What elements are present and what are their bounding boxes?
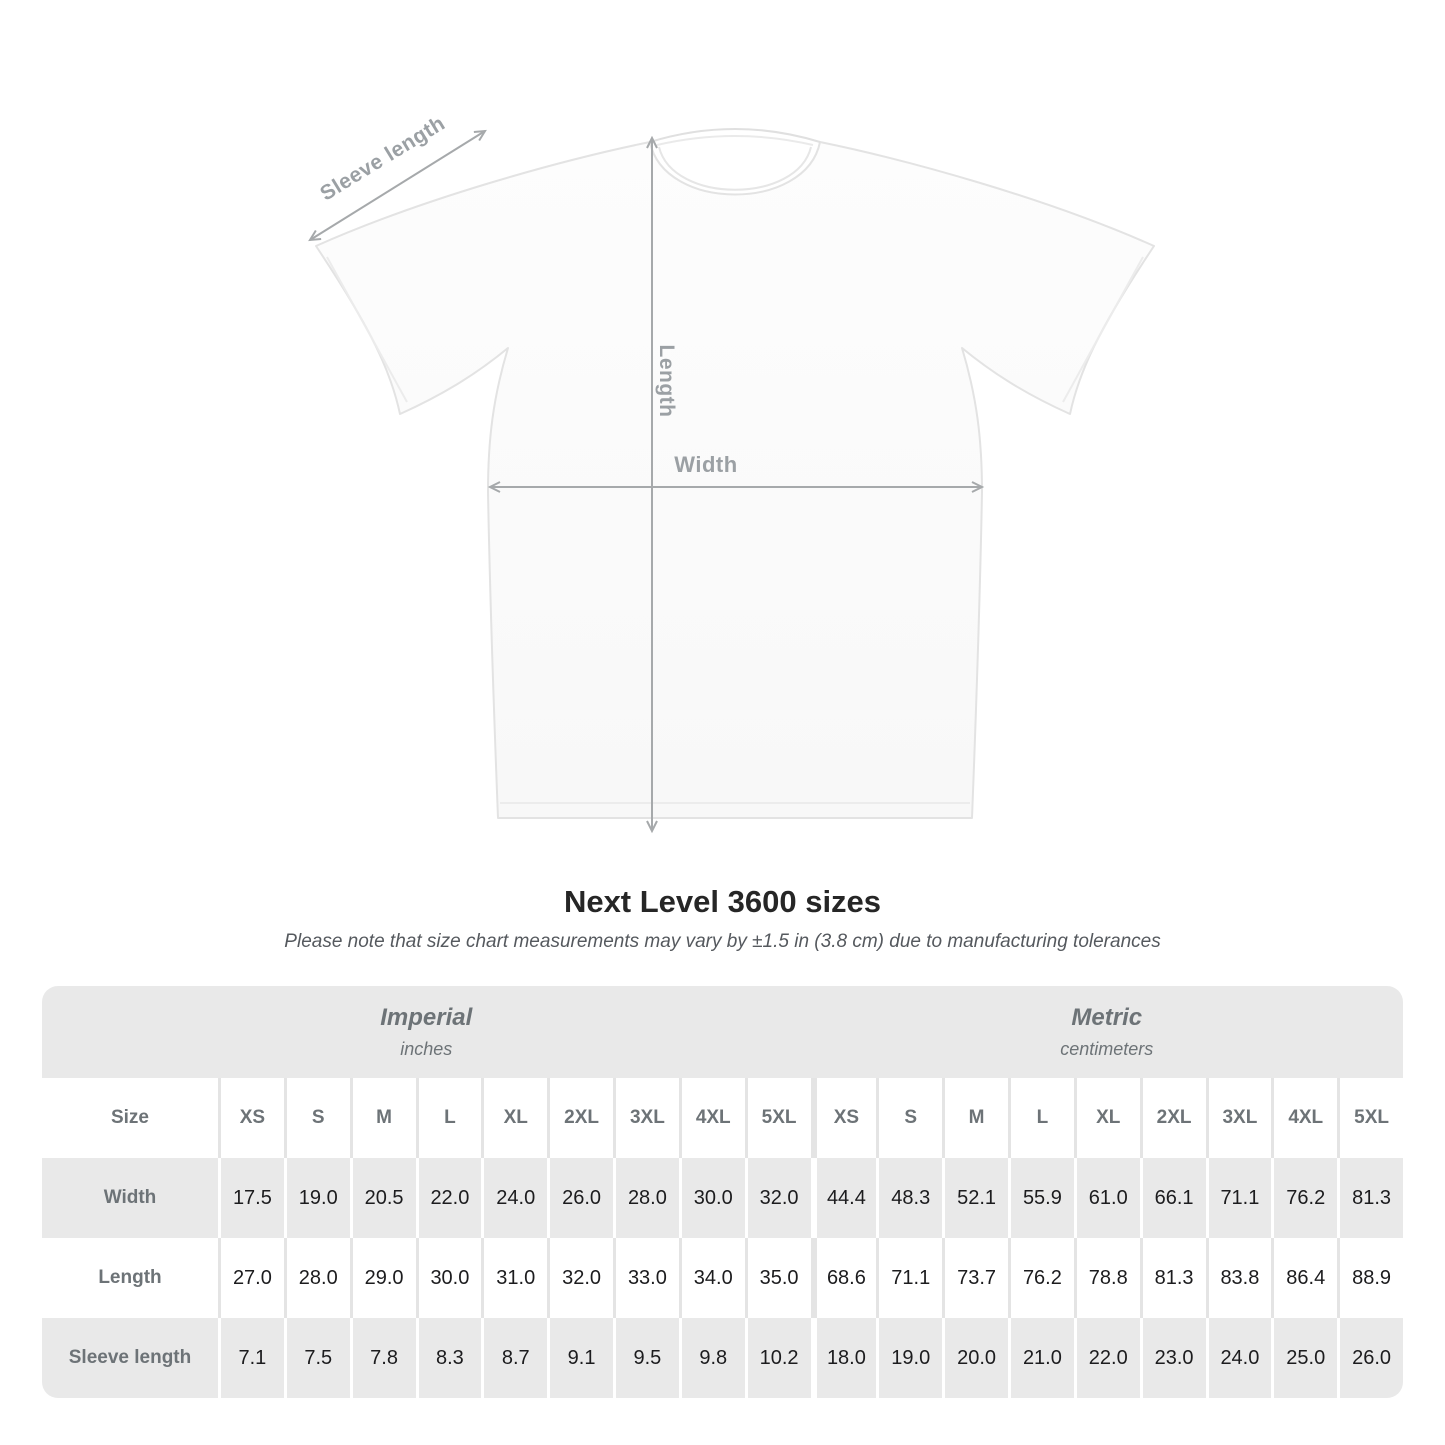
heading xyxy=(0,884,1445,953)
metric-group-header xyxy=(811,986,1404,1078)
size-header-imperial-4xl: 4XL xyxy=(679,1078,745,1158)
imperial-width-2xl: 26.0 xyxy=(547,1158,613,1238)
imperial-sleeve-length-xs: 7.1 xyxy=(218,1318,284,1398)
metric-width-m: 52.1 xyxy=(942,1158,1008,1238)
imperial-width-5xl: 32.0 xyxy=(745,1158,811,1238)
size-header-metric-2xl: 2XL xyxy=(1140,1078,1206,1158)
size-header-metric-xs: XS xyxy=(811,1078,877,1158)
metric-sleeve-length-4xl: 25.0 xyxy=(1271,1318,1337,1398)
imperial-sleeve-length-4xl: 9.8 xyxy=(679,1318,745,1398)
imperial-length-xs: 27.0 xyxy=(218,1238,284,1318)
imperial-length-4xl: 34.0 xyxy=(679,1238,745,1318)
metric-length-2xl: 81.3 xyxy=(1140,1238,1206,1318)
page-title: Next Level 3600 sizes xyxy=(563,884,882,919)
imperial-sleeve-length-xl: 8.7 xyxy=(481,1318,547,1398)
size-header-imperial-xl: XL xyxy=(481,1078,547,1158)
metric-length-xs: 68.6 xyxy=(811,1238,877,1318)
imperial-length-l: 30.0 xyxy=(416,1238,482,1318)
size-header-metric-l: L xyxy=(1008,1078,1074,1158)
imperial-length-2xl: 32.0 xyxy=(547,1238,613,1318)
metric-length-m: 73.7 xyxy=(942,1238,1008,1318)
imperial-unit: inches xyxy=(400,1039,453,1059)
sleeve-length-label: Sleeve length xyxy=(316,111,450,206)
imperial-width-l: 22.0 xyxy=(416,1158,482,1238)
metric-width-l: 55.9 xyxy=(1008,1158,1074,1238)
length-label: Length xyxy=(655,344,678,418)
imperial-length-5xl: 35.0 xyxy=(745,1238,811,1318)
metric-sleeve-length-m: 20.0 xyxy=(942,1318,1008,1398)
metric-sleeve-length-l: 21.0 xyxy=(1008,1318,1074,1398)
size-header-imperial-l: L xyxy=(416,1078,482,1158)
size-header-imperial-m: M xyxy=(350,1078,416,1158)
metric-sleeve-length-2xl: 23.0 xyxy=(1140,1318,1206,1398)
size-header-metric-s: S xyxy=(876,1078,942,1158)
imperial-sleeve-length-s: 7.5 xyxy=(284,1318,350,1398)
size-table xyxy=(42,986,1403,1398)
size-header-metric-4xl: 4XL xyxy=(1271,1078,1337,1158)
metric-width-3xl: 71.1 xyxy=(1206,1158,1272,1238)
size-header-metric-3xl: 3XL xyxy=(1206,1078,1272,1158)
metric-width-4xl: 76.2 xyxy=(1271,1158,1337,1238)
metric-length-3xl: 83.8 xyxy=(1206,1238,1272,1318)
metric-length-s: 71.1 xyxy=(876,1238,942,1318)
imperial-width-3xl: 28.0 xyxy=(613,1158,679,1238)
imperial-length-m: 29.0 xyxy=(350,1238,416,1318)
tolerance-note: Please note that size chart measurements may vary by ±1.5 in (3.8 cm) due to manufacturing tolerances xyxy=(284,931,1161,952)
imperial-sleeve-length-m: 7.8 xyxy=(350,1318,416,1398)
metric-width-xs: 44.4 xyxy=(811,1158,877,1238)
size-header-imperial-s: S xyxy=(284,1078,350,1158)
imperial-length-s: 28.0 xyxy=(284,1238,350,1318)
metric-sleeve-length-xs: 18.0 xyxy=(811,1318,877,1398)
imperial-sleeve-length-3xl: 9.5 xyxy=(613,1318,679,1398)
size-header-metric-5xl: 5XL xyxy=(1337,1078,1403,1158)
metric-width-s: 48.3 xyxy=(876,1158,942,1238)
imperial-sleeve-length-2xl: 9.1 xyxy=(547,1318,613,1398)
size-header-metric-xl: XL xyxy=(1074,1078,1140,1158)
metric-length-5xl: 88.9 xyxy=(1337,1238,1403,1318)
metric-unit: centimeters xyxy=(1060,1039,1154,1059)
metric-length-4xl: 86.4 xyxy=(1271,1238,1337,1318)
metric-sleeve-length-5xl: 26.0 xyxy=(1337,1318,1403,1398)
width-row-label: Width xyxy=(42,1158,218,1238)
metric-length-xl: 78.8 xyxy=(1074,1238,1140,1318)
sleeve-length-row-label: Sleeve length xyxy=(42,1318,218,1398)
length-row-label: Length xyxy=(42,1238,218,1318)
metric-width-2xl: 66.1 xyxy=(1140,1158,1206,1238)
imperial-group-header xyxy=(42,986,811,1078)
metric-sleeve-length-xl: 22.0 xyxy=(1074,1318,1140,1398)
size-header-metric-m: M xyxy=(942,1078,1008,1158)
imperial-width-xl: 24.0 xyxy=(481,1158,547,1238)
imperial-width-4xl: 30.0 xyxy=(679,1158,745,1238)
imperial-length-3xl: 33.0 xyxy=(613,1238,679,1318)
size-header-imperial-5xl: 5XL xyxy=(745,1078,811,1158)
metric-length-l: 76.2 xyxy=(1008,1238,1074,1318)
imperial-width-m: 20.5 xyxy=(350,1158,416,1238)
metric-width-5xl: 81.3 xyxy=(1337,1158,1403,1238)
size-header-imperial-2xl: 2XL xyxy=(547,1078,613,1158)
size-row-label: Size xyxy=(42,1078,218,1158)
size-header-imperial-3xl: 3XL xyxy=(613,1078,679,1158)
tshirt-body-shape xyxy=(316,142,1154,818)
imperial-width-xs: 17.5 xyxy=(218,1158,284,1238)
imperial-label: Imperial xyxy=(380,1004,473,1031)
imperial-width-s: 19.0 xyxy=(284,1158,350,1238)
metric-sleeve-length-3xl: 24.0 xyxy=(1206,1318,1272,1398)
metric-label: Metric xyxy=(1071,1004,1143,1031)
size-header-imperial-xs: XS xyxy=(218,1078,284,1158)
imperial-length-xl: 31.0 xyxy=(481,1238,547,1318)
imperial-sleeve-length-l: 8.3 xyxy=(416,1318,482,1398)
metric-width-xl: 61.0 xyxy=(1074,1158,1140,1238)
imperial-sleeve-length-5xl: 10.2 xyxy=(745,1318,811,1398)
width-label: Width xyxy=(674,452,738,477)
metric-sleeve-length-s: 19.0 xyxy=(876,1318,942,1398)
